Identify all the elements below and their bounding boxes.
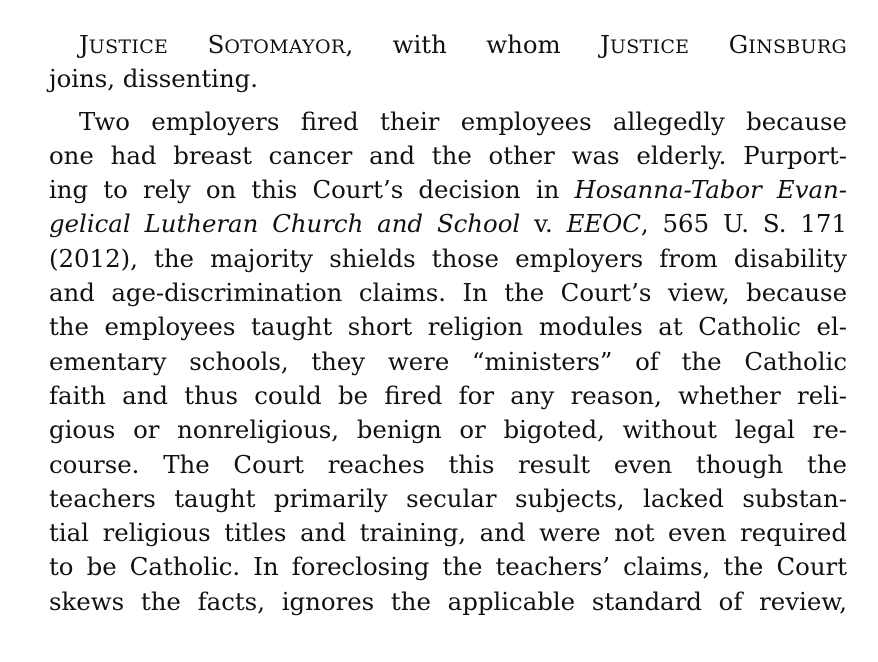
dissent-heading-line-2: joins, dissenting. xyxy=(49,64,259,94)
versus-text: v. xyxy=(520,209,567,239)
text-line: teachers taught primarily secular subjects, lacked substan- xyxy=(49,483,847,513)
text-line xyxy=(49,173,847,207)
citation-text: , 565 U. S. 171 xyxy=(640,209,847,239)
text-line: skews the facts, ignores the applicable standard of review, xyxy=(49,586,847,616)
text-line: Two employers fired their employees allegedly because xyxy=(79,106,847,136)
text-line: ementary schools, they were “ministers” of the Catholic xyxy=(49,346,847,376)
justice2-initial: J xyxy=(600,30,610,59)
text-line: the employees taught short religion modules at Catholic el- xyxy=(49,312,847,342)
sotomayor-smallcaps: OTOMAYOR xyxy=(224,36,346,58)
text-line: gious or nonreligious, benign or bigoted, without legal re- xyxy=(49,415,847,445)
opinion-page xyxy=(49,28,847,619)
text-line: to be Catholic. In foreclosing the teachers’ claims, the Court xyxy=(49,552,847,582)
dissent-paragraph xyxy=(49,105,847,619)
with-whom-text: , with whom xyxy=(345,30,561,59)
text-line: one had breast cancer and the other was elderly. Purport- xyxy=(49,140,847,170)
text-line: tial religious titles and training, and were not even required xyxy=(49,518,847,548)
text-segment: ing to rely on this Court’s decision in xyxy=(49,175,575,205)
paragraph-gap xyxy=(49,97,847,105)
case-name-italic: gelical Lutheran Church and School xyxy=(49,209,521,239)
justice-initial: J xyxy=(79,30,89,59)
text-line: faith and thus could be fired for any reason, whether reli- xyxy=(49,380,847,410)
text-line: course. The Court reaches this result even though the xyxy=(49,449,847,479)
justice2-title-smallcaps: USTICE xyxy=(609,36,690,58)
justice-title-smallcaps: USTICE xyxy=(88,36,169,58)
ginsburg-smallcaps: INSBURG xyxy=(748,36,847,58)
sotomayor-initial: S xyxy=(207,30,225,59)
dissent-heading-line xyxy=(49,28,847,62)
text-line xyxy=(49,207,847,241)
ginsburg-initial: G xyxy=(728,30,749,59)
text-line: and age-discrimination claims. In the Court’s view, because xyxy=(49,278,847,308)
case-name-italic: Hosanna-Tabor Evan- xyxy=(574,175,847,205)
eeoc-italic: EEOC xyxy=(566,209,641,239)
text-line: (2012), the majority shields those employers from disability xyxy=(49,243,847,273)
